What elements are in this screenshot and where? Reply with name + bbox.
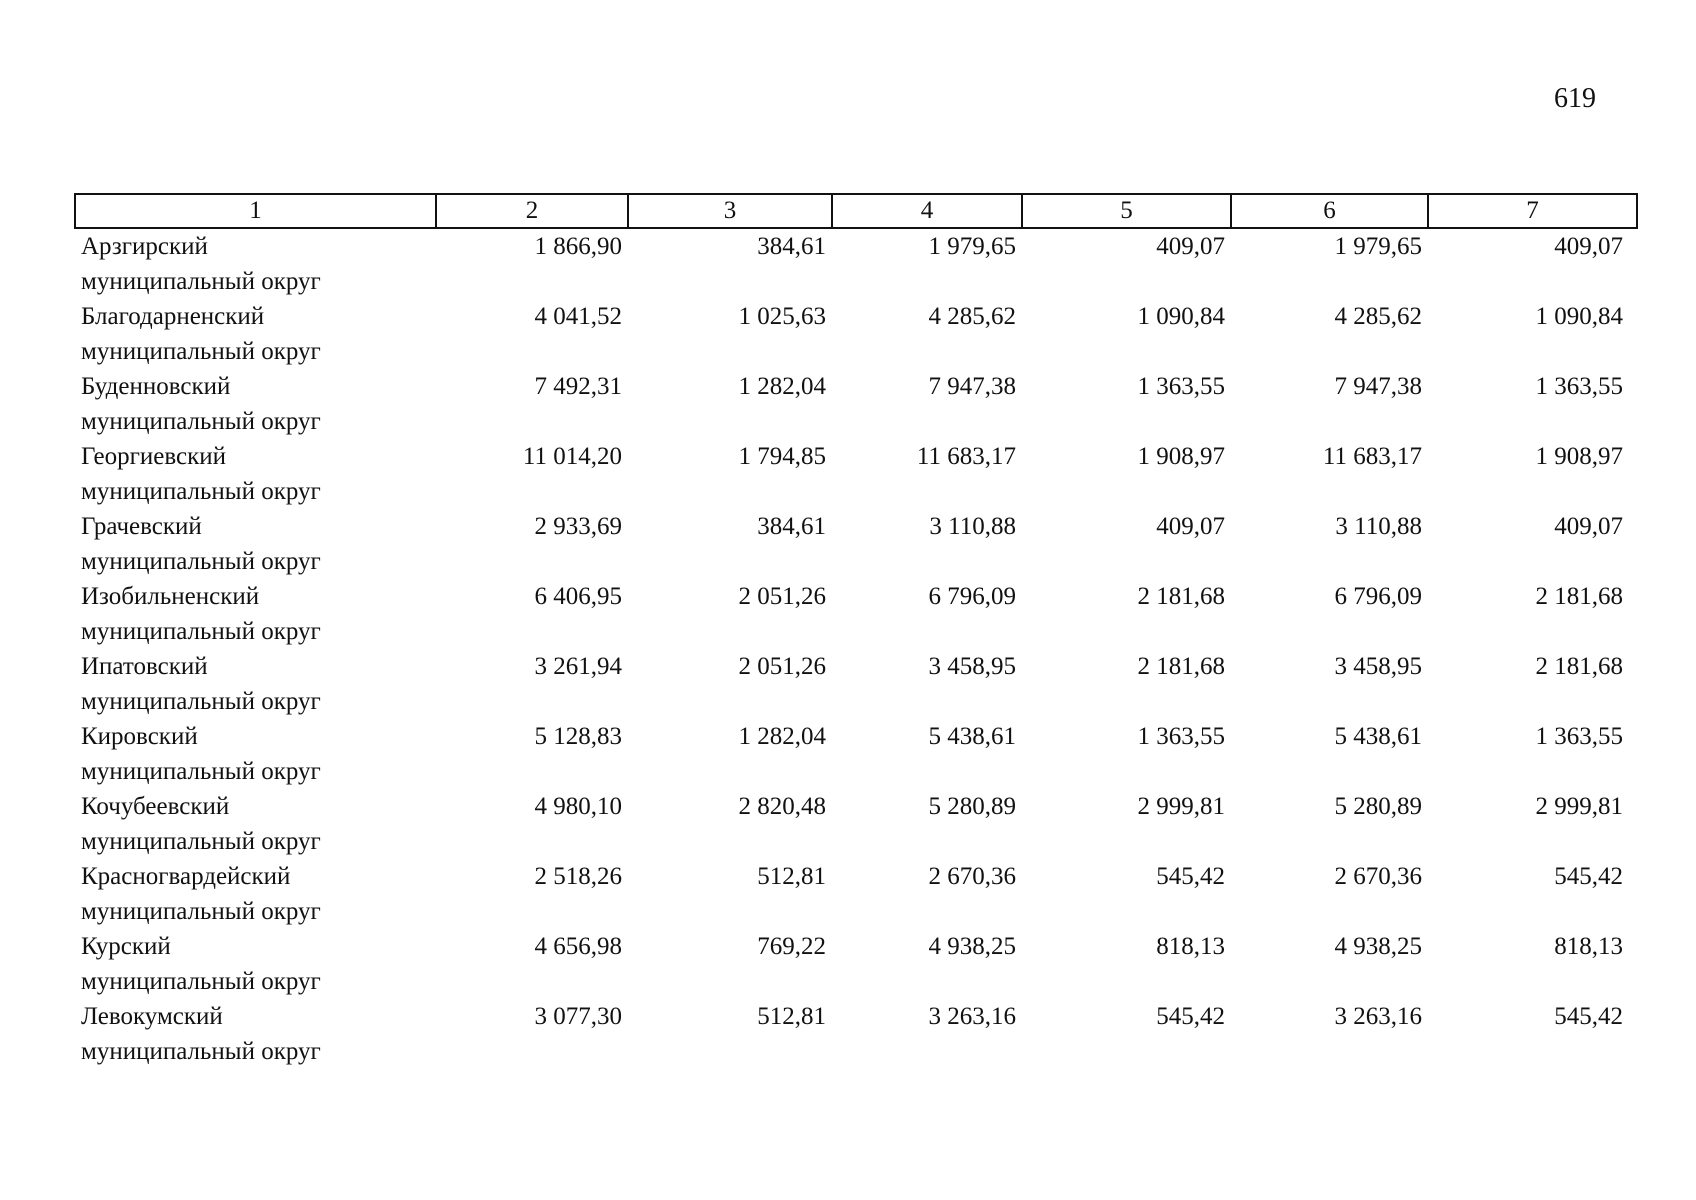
- table-row: [75, 439, 1637, 509]
- value-cell-col-3: 1 794,85: [738, 443, 826, 470]
- district-type: муниципальный округ: [81, 688, 321, 715]
- header-cell-col-4: 4: [832, 194, 1022, 228]
- district-name: Кочубеевский: [81, 793, 230, 820]
- district-name-cell: [75, 649, 436, 719]
- value-cell-col-2: 7 492,31: [534, 373, 622, 400]
- district-name: Буденновский: [81, 373, 231, 400]
- value-cell-col-6: 1 979,65: [1334, 233, 1422, 260]
- value-cell-col-6: 3 458,95: [1334, 653, 1422, 680]
- value-cell-col-6: 6 796,09: [1334, 583, 1422, 610]
- value-cell-col-6: 3 110,88: [1335, 513, 1422, 540]
- value-cell-col-5: 545,42: [1156, 863, 1225, 890]
- district-name-cell: [75, 999, 436, 1069]
- value-cell-col-6: 4 285,62: [1334, 303, 1422, 330]
- district-type: муниципальный округ: [81, 478, 321, 505]
- value-cell-col-2: 6 406,95: [534, 583, 622, 610]
- district-name-cell: [75, 299, 436, 369]
- value-cell-col-6: 11 683,17: [1322, 443, 1422, 470]
- value-cell-col-6: 7 947,38: [1334, 373, 1422, 400]
- table-row: [75, 929, 1637, 999]
- header-cell-col-6: 6: [1231, 194, 1428, 228]
- value-cell-col-3: 769,22: [757, 933, 826, 960]
- district-name-cell: [75, 719, 436, 789]
- district-name-cell: [75, 929, 436, 999]
- district-name-cell: [75, 439, 436, 509]
- district-type: муниципальный округ: [81, 968, 321, 995]
- table-row: [75, 649, 1637, 719]
- table-row: [75, 719, 1637, 789]
- value-cell-col-2: 4 980,10: [534, 793, 622, 820]
- table-row: [75, 859, 1637, 929]
- district-name: Красногвардейский: [81, 863, 291, 890]
- value-cell-col-6: 5 438,61: [1334, 723, 1422, 750]
- district-name-cell: [75, 509, 436, 579]
- page-number: 619: [1554, 83, 1596, 114]
- district-name-cell: [75, 789, 436, 859]
- value-cell-col-3: 1 282,04: [738, 373, 826, 400]
- value-cell-col-7: 2 181,68: [1535, 583, 1623, 610]
- district-name-cell: [75, 859, 436, 929]
- table-row: [75, 299, 1637, 369]
- table-header: [75, 194, 1637, 228]
- district-name: Арзгирский: [81, 233, 208, 260]
- value-cell-col-7: 409,07: [1554, 513, 1623, 540]
- value-cell-col-4: 11 683,17: [916, 443, 1016, 470]
- district-type: муниципальный округ: [81, 758, 321, 785]
- value-cell-col-4: 4 938,25: [928, 933, 1016, 960]
- value-cell-col-2: 5 128,83: [534, 723, 622, 750]
- header-row: [75, 194, 1637, 228]
- district-type: муниципальный округ: [81, 618, 321, 645]
- value-cell-col-2: 3 261,94: [534, 653, 622, 680]
- district-type: муниципальный округ: [81, 408, 321, 435]
- header-cell-col-3: 3: [628, 194, 832, 228]
- value-cell-col-4: 1 979,65: [928, 233, 1016, 260]
- value-cell-col-5: 1 908,97: [1137, 443, 1225, 470]
- value-cell-col-5: 2 181,68: [1137, 583, 1225, 610]
- district-name: Благодарненский: [81, 303, 265, 330]
- value-cell-col-7: 545,42: [1554, 863, 1623, 890]
- value-cell-col-2: 1 866,90: [534, 233, 622, 260]
- value-cell-col-5: 1 363,55: [1137, 373, 1225, 400]
- header-cell-col-5: 5: [1022, 194, 1231, 228]
- value-cell-col-6: 2 670,36: [1334, 863, 1422, 890]
- value-cell-col-6: 3 263,16: [1334, 1003, 1422, 1030]
- value-cell-col-2: 4 041,52: [534, 303, 622, 330]
- value-cell-col-3: 1 282,04: [738, 723, 826, 750]
- value-cell-col-7: 1 908,97: [1535, 443, 1623, 470]
- district-type: муниципальный округ: [81, 828, 321, 855]
- value-cell-col-3: 512,81: [757, 863, 826, 890]
- value-cell-col-7: 1 090,84: [1535, 303, 1623, 330]
- value-cell-col-7: 818,13: [1554, 933, 1623, 960]
- district-name: Грачевский: [81, 513, 202, 540]
- value-cell-col-5: 409,07: [1156, 233, 1225, 260]
- value-cell-col-4: 7 947,38: [928, 373, 1016, 400]
- district-type: муниципальный округ: [81, 548, 321, 575]
- district-type: муниципальный округ: [81, 898, 321, 925]
- table-row: [75, 228, 1637, 299]
- district-type: муниципальный округ: [81, 1038, 321, 1065]
- table-row: [75, 789, 1637, 859]
- table-row: [75, 369, 1637, 439]
- value-cell-col-4: 6 796,09: [928, 583, 1016, 610]
- table-row: [75, 579, 1637, 649]
- value-cell-col-5: 409,07: [1156, 513, 1225, 540]
- value-cell-col-6: 5 280,89: [1334, 793, 1422, 820]
- value-cell-col-7: 2 999,81: [1535, 793, 1623, 820]
- value-cell-col-4: 3 110,88: [929, 513, 1016, 540]
- value-cell-col-4: 3 263,16: [928, 1003, 1016, 1030]
- value-cell-col-2: 2 518,26: [534, 863, 622, 890]
- value-cell-col-3: 2 820,48: [738, 793, 826, 820]
- district-name: Изобильненский: [81, 583, 260, 610]
- value-cell-col-7: 2 181,68: [1535, 653, 1623, 680]
- district-name: Ипатовский: [81, 653, 208, 680]
- value-cell-col-2: 2 933,69: [534, 513, 622, 540]
- value-cell-col-4: 2 670,36: [928, 863, 1016, 890]
- value-cell-col-4: 5 438,61: [928, 723, 1016, 750]
- district-type: муниципальный округ: [81, 338, 321, 365]
- value-cell-col-5: 1 090,84: [1137, 303, 1225, 330]
- value-cell-col-7: 409,07: [1554, 233, 1623, 260]
- table-row: [75, 999, 1637, 1069]
- value-cell-col-7: 1 363,55: [1535, 373, 1623, 400]
- value-cell-col-2: 3 077,30: [534, 1003, 622, 1030]
- district-name: Кировский: [81, 723, 198, 750]
- value-cell-col-3: 384,61: [757, 513, 826, 540]
- district-name: Левокумский: [81, 1003, 223, 1030]
- data-table: [74, 193, 1638, 1069]
- table-row: [75, 509, 1637, 579]
- value-cell-col-4: 3 458,95: [928, 653, 1016, 680]
- header-cell-col-1: 1: [75, 194, 436, 228]
- district-name-cell: [75, 369, 436, 439]
- value-cell-col-3: 2 051,26: [738, 583, 826, 610]
- value-cell-col-2: 11 014,20: [522, 443, 622, 470]
- value-cell-col-7: 545,42: [1554, 1003, 1623, 1030]
- district-type: муниципальный округ: [81, 268, 321, 295]
- header-cell-col-2: 2: [436, 194, 628, 228]
- district-name: Георгиевский: [81, 443, 227, 470]
- district-name-cell: [75, 228, 436, 299]
- value-cell-col-2: 4 656,98: [534, 933, 622, 960]
- district-name-cell: [75, 579, 436, 649]
- value-cell-col-4: 5 280,89: [928, 793, 1016, 820]
- value-cell-col-5: 2 181,68: [1137, 653, 1225, 680]
- value-cell-col-4: 4 285,62: [928, 303, 1016, 330]
- value-cell-col-5: 545,42: [1156, 1003, 1225, 1030]
- value-cell-col-3: 2 051,26: [738, 653, 826, 680]
- district-name: Курский: [81, 933, 171, 960]
- value-cell-col-5: 2 999,81: [1137, 793, 1225, 820]
- value-cell-col-5: 818,13: [1156, 933, 1225, 960]
- value-cell-col-3: 1 025,63: [738, 303, 826, 330]
- value-cell-col-6: 4 938,25: [1334, 933, 1422, 960]
- table-body: [75, 228, 1637, 1069]
- value-cell-col-5: 1 363,55: [1137, 723, 1225, 750]
- value-cell-col-7: 1 363,55: [1535, 723, 1623, 750]
- header-cell-col-7: 7: [1428, 194, 1637, 228]
- value-cell-col-3: 512,81: [757, 1003, 826, 1030]
- value-cell-col-3: 384,61: [757, 233, 826, 260]
